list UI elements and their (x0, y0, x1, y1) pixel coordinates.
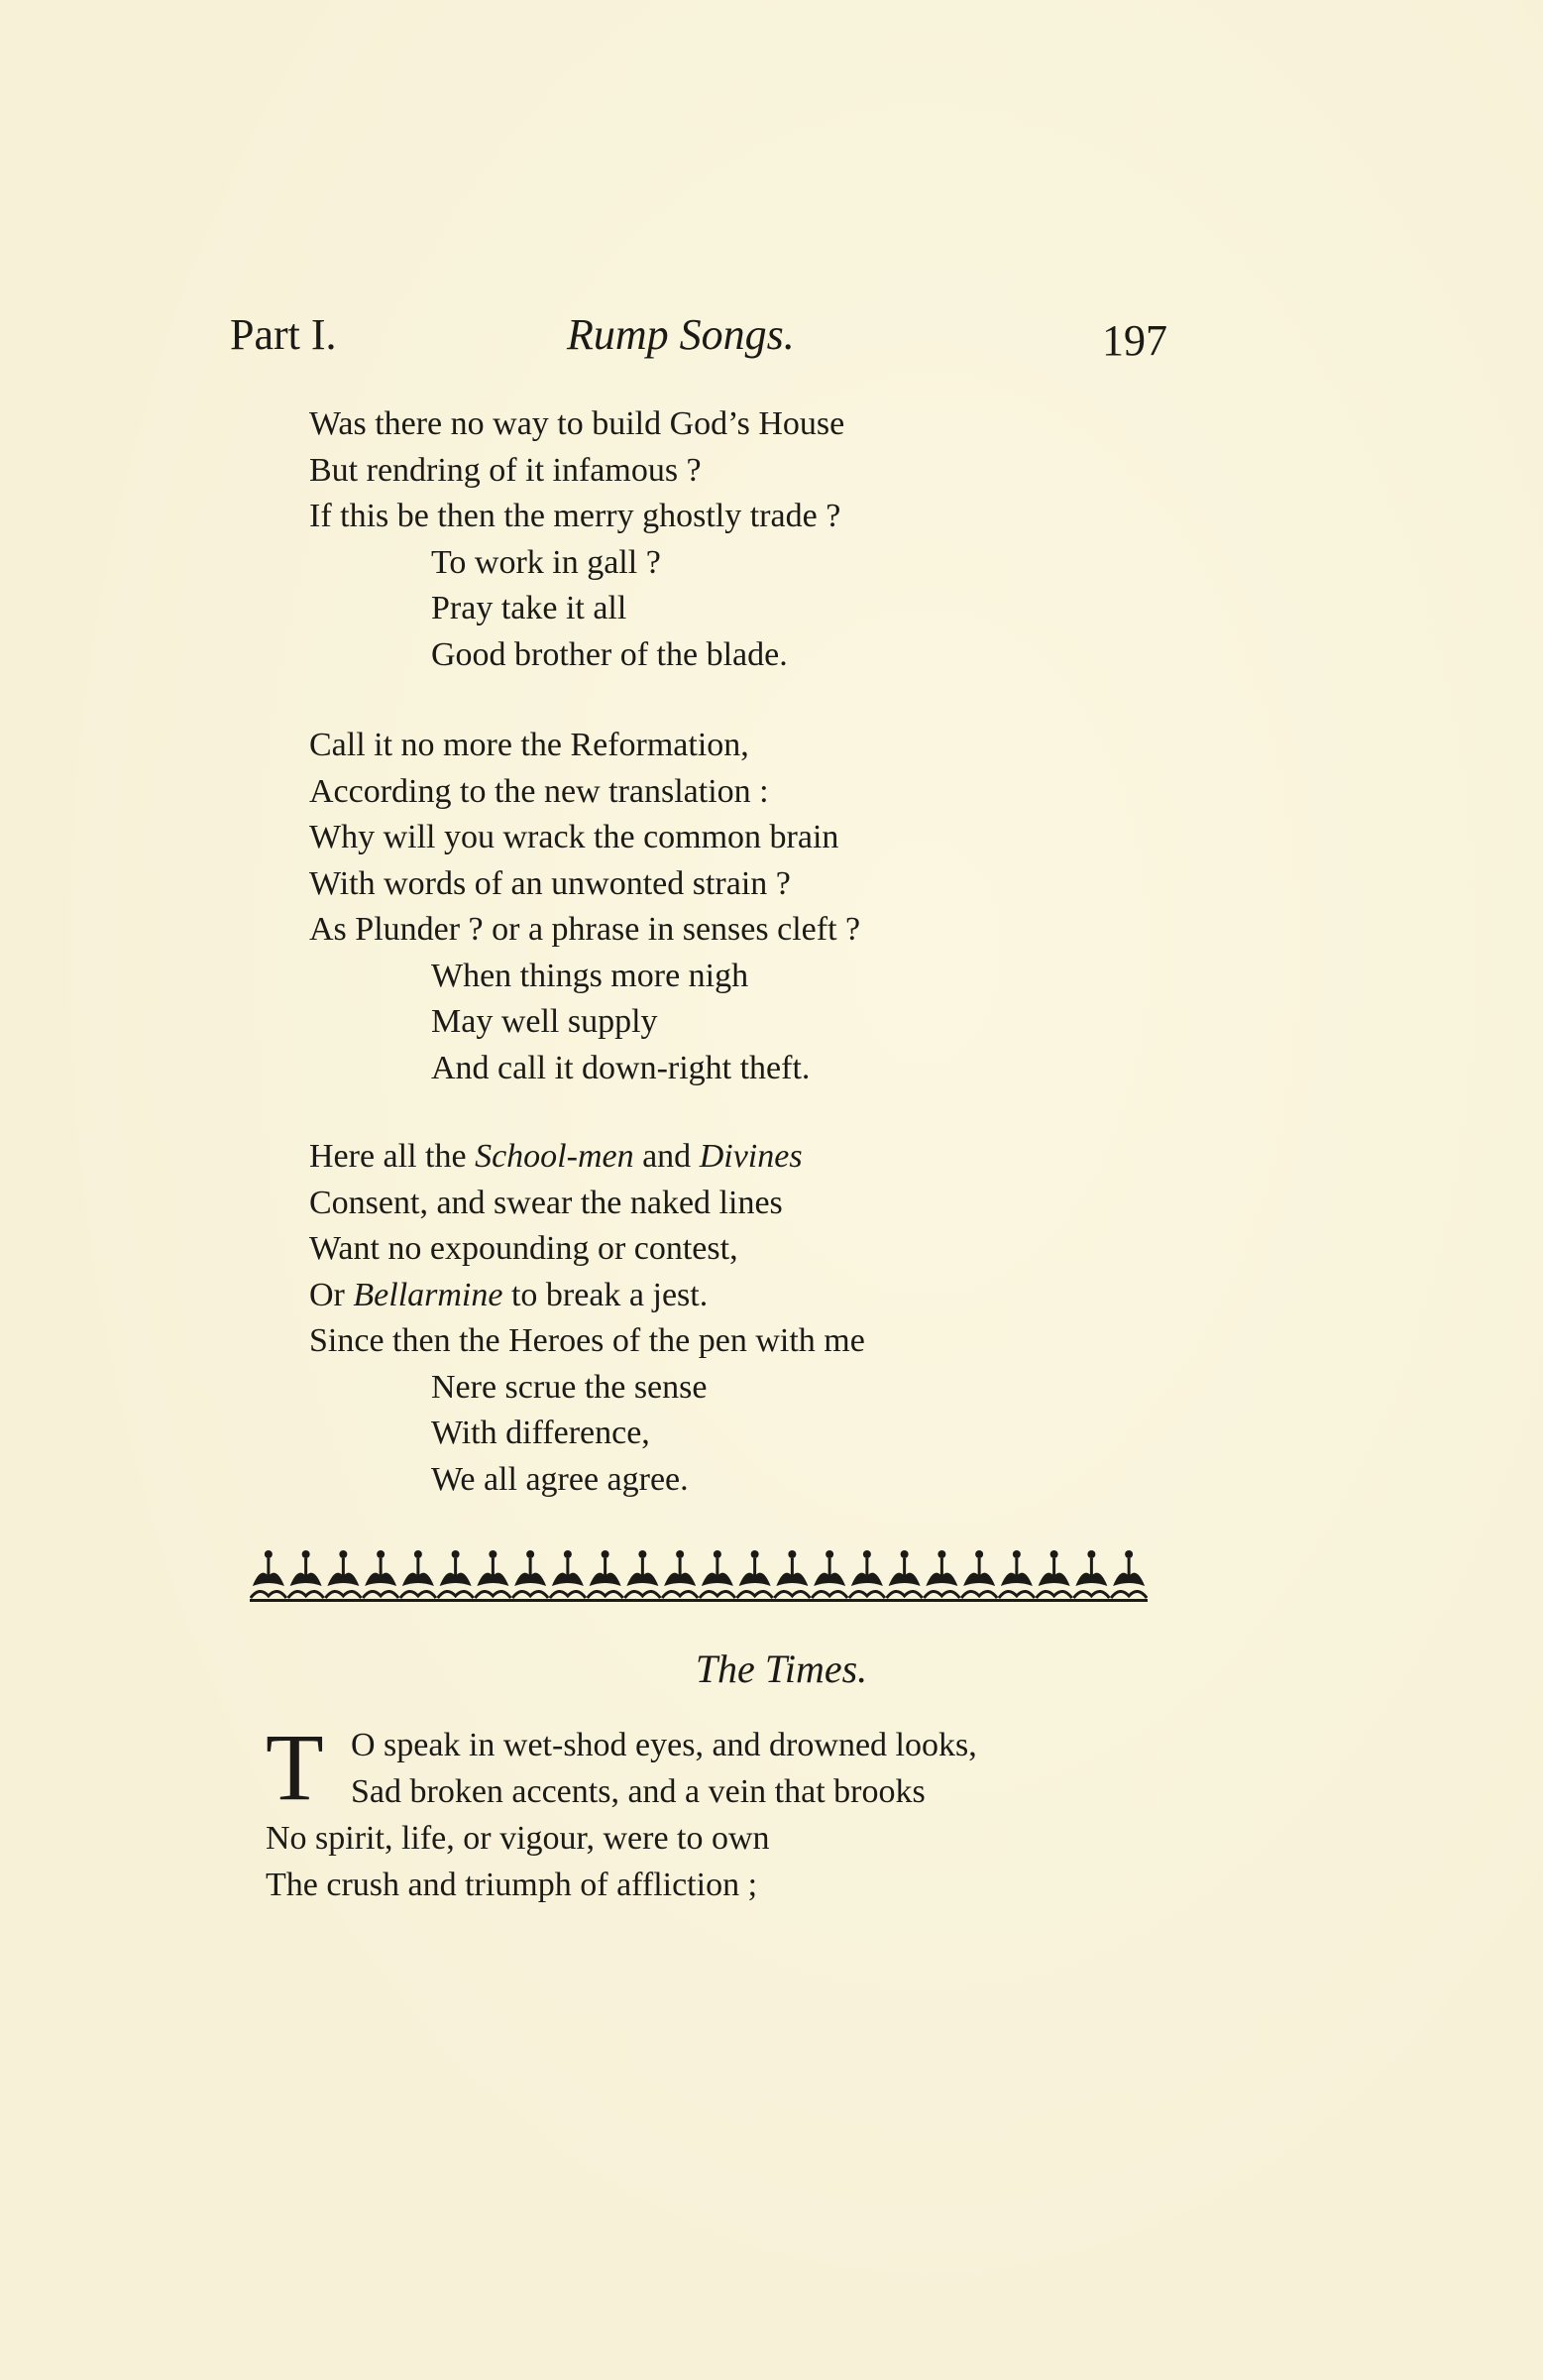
stanza-3 (309, 1134, 865, 1503)
verse-line: When things more nigh (431, 957, 749, 994)
verse-line: With words of an unwonted strain ? (309, 864, 791, 902)
stanza-2 (309, 723, 860, 1091)
fleuron-motif (363, 1550, 398, 1598)
verse-line: Was there no way to build God’s House (309, 405, 845, 442)
verse-line: If this be then the merry ghostly trade ? (309, 498, 841, 534)
verse-line: Want no expounding or contest, (309, 1230, 738, 1267)
fleuron-motif (1111, 1550, 1147, 1598)
verse-line: According to the new translation : (309, 772, 769, 810)
verse-line: May well supply (431, 1003, 658, 1040)
prose-line: The crush and triumph of affliction ; (266, 1867, 758, 1903)
verse-line: Pray take it all (431, 590, 627, 626)
verse-line: And call it down-right theft. (431, 1049, 811, 1086)
verse-text: to break a jest. (502, 1276, 709, 1313)
fleuron-motif (662, 1550, 698, 1598)
verse-line: To work in gall ? (431, 543, 661, 581)
verse-text: Or (309, 1276, 354, 1313)
ornament-base-rule (250, 1599, 1148, 1602)
fleuron-motif (999, 1550, 1035, 1598)
fleuron-motif (812, 1550, 847, 1598)
fleuron-motif (624, 1550, 660, 1598)
fleuron-motif (438, 1550, 474, 1598)
verse-line: Why will you wrack the common brain (309, 819, 839, 855)
verse-line (309, 1134, 865, 1181)
verse-text: Here all the (309, 1138, 476, 1175)
fleuron-motif (774, 1550, 810, 1598)
prose-line: No spirit, life, or vigour, were to own (266, 1820, 770, 1857)
prose-line: O speak in wet-shod eyes, and drowned looks, (351, 1727, 977, 1763)
verse-line: Nere scrue the sense (431, 1368, 708, 1406)
prose-passage (266, 1714, 1157, 1908)
part-label: Part I. (230, 310, 337, 359)
verse-text: and (633, 1138, 700, 1175)
verse-line (309, 1273, 865, 1319)
drop-cap: T (266, 1714, 324, 1820)
running-header (230, 309, 1171, 369)
fleuron-motif (1073, 1550, 1109, 1598)
fleuron-motif (288, 1550, 324, 1598)
fleuron-motif (700, 1550, 735, 1598)
fleuron-motif (251, 1550, 286, 1598)
fleuron-motif (588, 1550, 623, 1598)
fleuron-motif (924, 1550, 959, 1598)
prose-line: Sad broken accents, and a vein that brooks (351, 1773, 926, 1810)
fleuron-motif (325, 1550, 361, 1598)
italic-name: Divines (699, 1138, 803, 1175)
fleuron-motif (961, 1550, 997, 1598)
fleuron-motif (400, 1550, 436, 1598)
fleuron-motif (887, 1550, 923, 1598)
italic-name: School-men (475, 1138, 634, 1175)
fleuron-motif (737, 1550, 773, 1598)
verse-line: Good brother of the blade. (431, 635, 788, 673)
fleuron-motif (475, 1550, 510, 1598)
verse-line: As Plunder ? or a phrase in senses cleft ? (309, 911, 861, 948)
verse-line: Call it no more the Reformation, (309, 727, 749, 763)
fleuron-motif (849, 1550, 885, 1598)
verse-line: We all agree agree. (431, 1460, 689, 1498)
fleuron-motif (512, 1550, 548, 1598)
verse-line: Consent, and swear the naked lines (309, 1184, 783, 1221)
running-title: Rump Songs. (567, 310, 795, 359)
section-title: The Times. (695, 1646, 868, 1691)
verse-line: Since then the Heroes of the pen with me (309, 1322, 865, 1359)
page-number: 197 (1102, 316, 1167, 365)
fleuron-motif (550, 1550, 586, 1598)
ornamental-divider (250, 1546, 1148, 1602)
fleuron-motif (1037, 1550, 1072, 1598)
verse-line: But rendring of it infamous ? (309, 451, 702, 489)
verse-line: With difference, (431, 1415, 650, 1451)
stanza-1 (309, 401, 844, 678)
italic-name: Bellarmine (353, 1276, 503, 1313)
